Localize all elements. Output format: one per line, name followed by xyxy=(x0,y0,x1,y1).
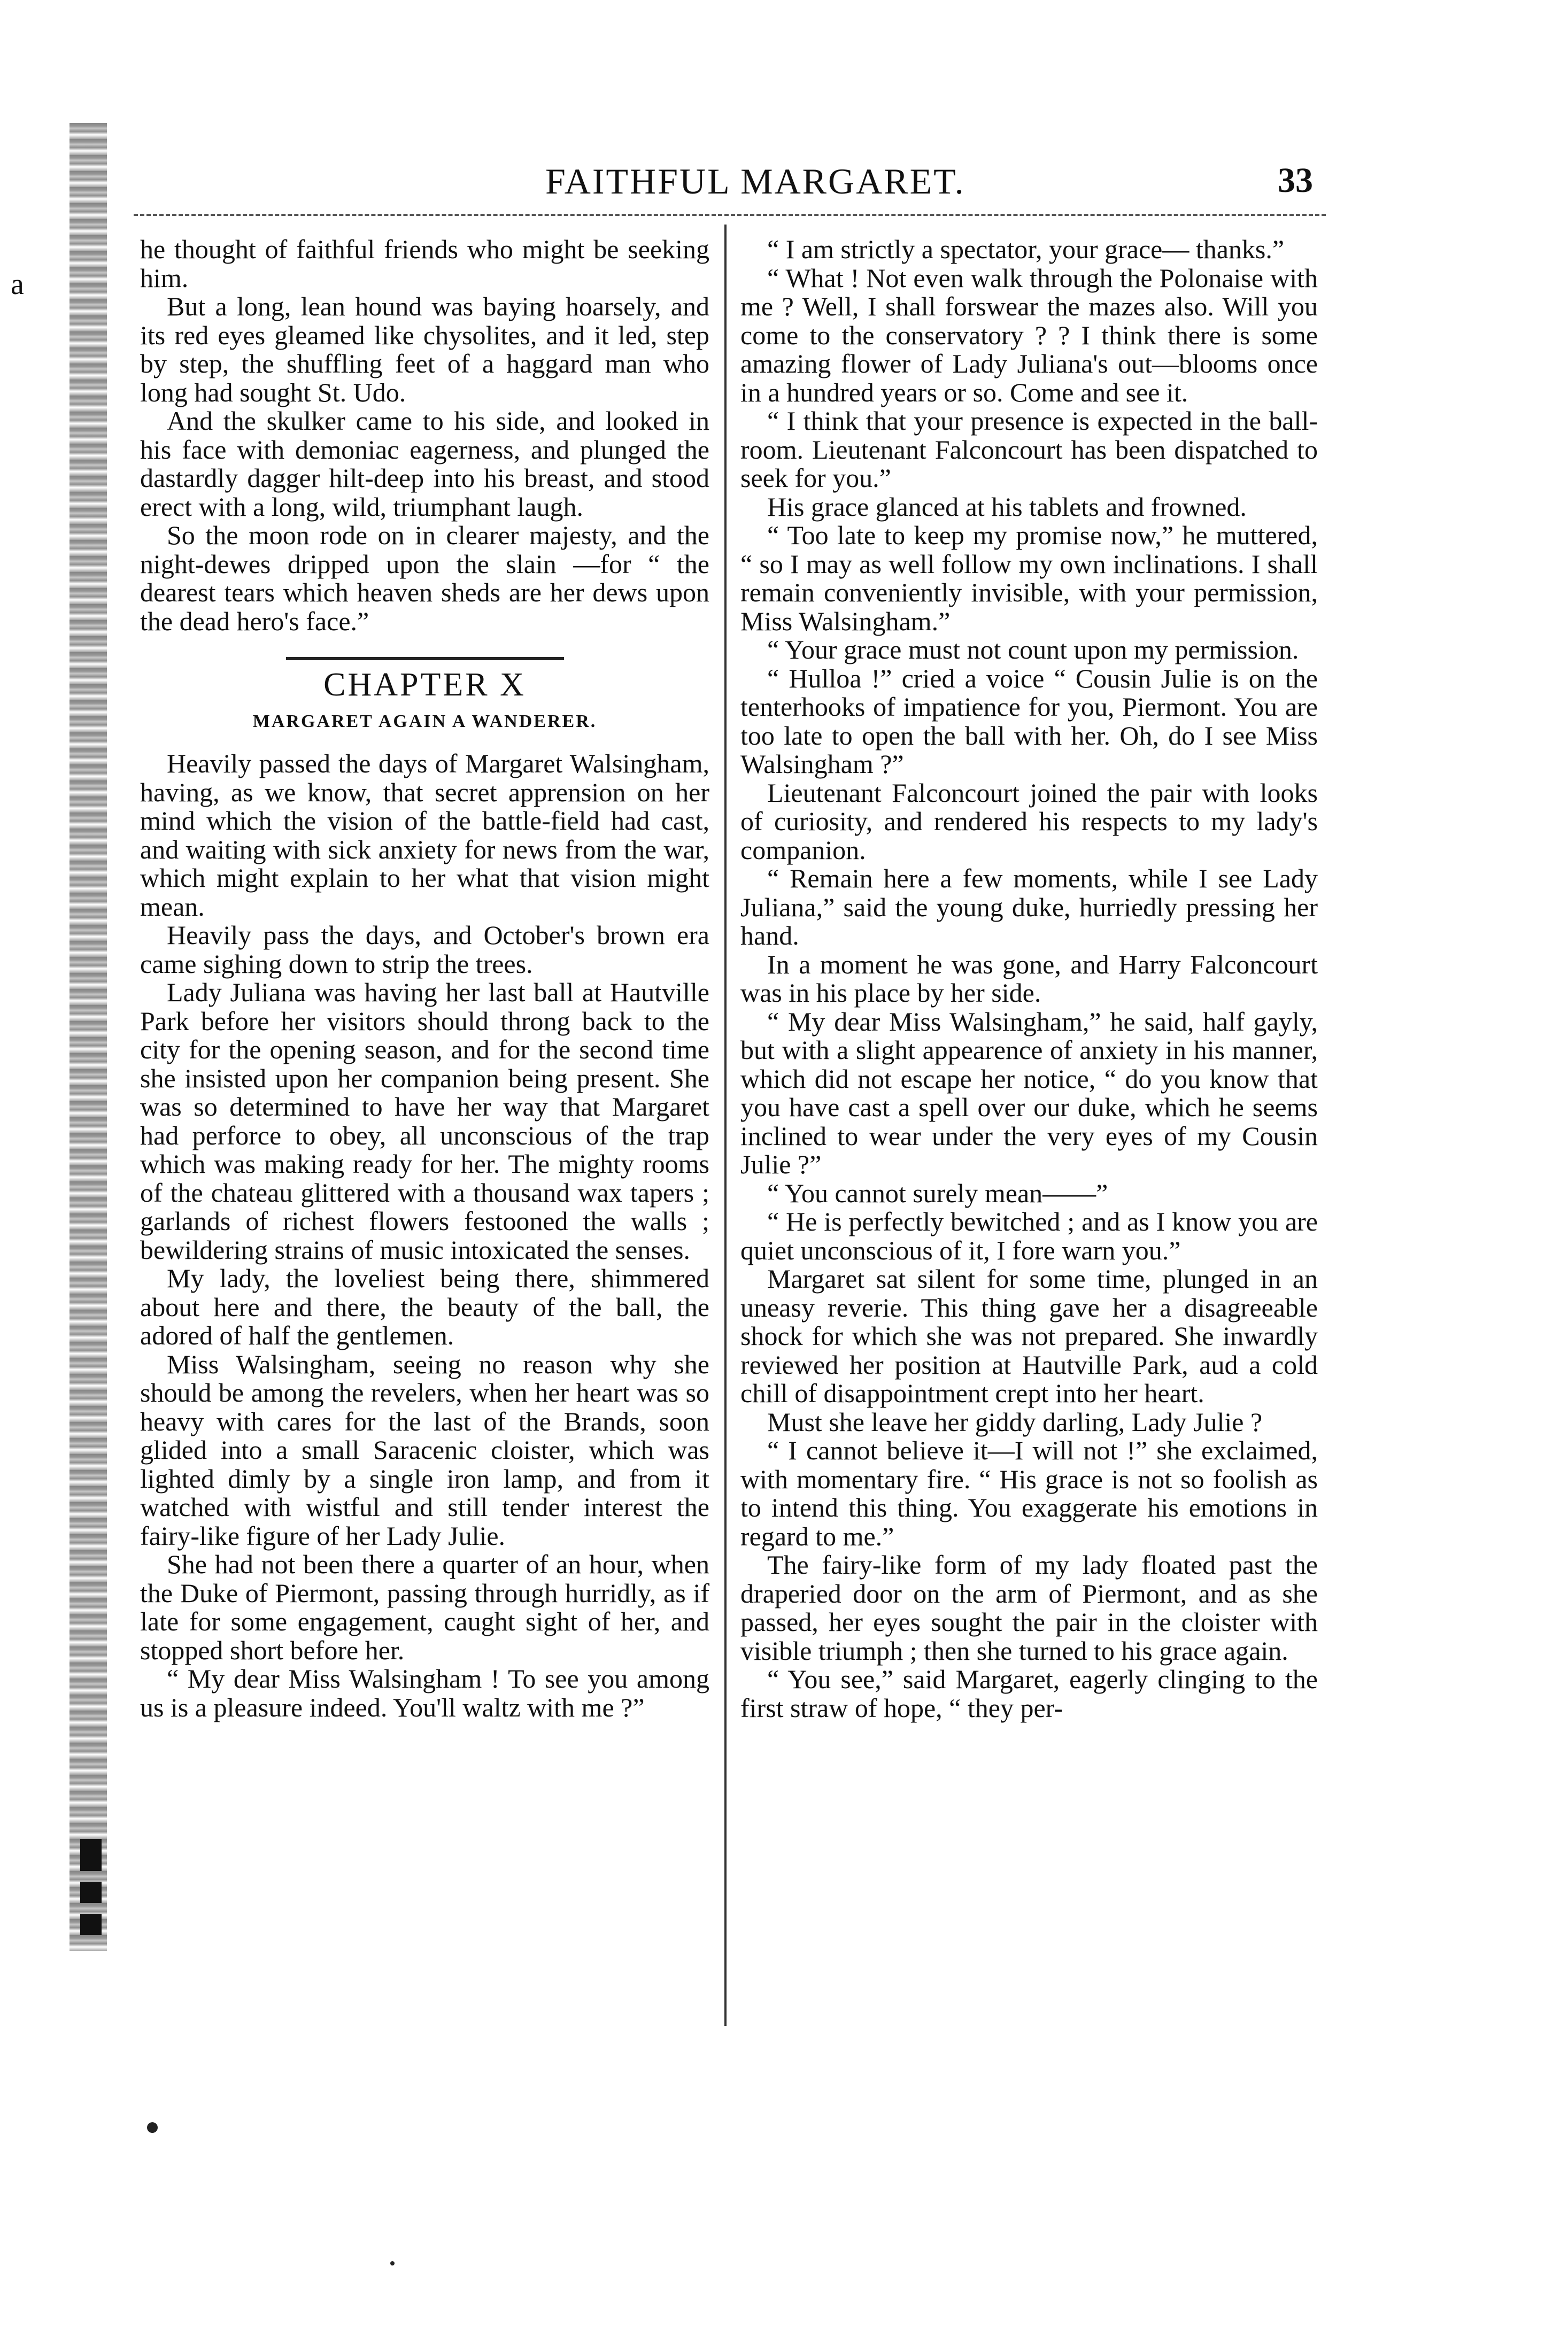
paragraph: “ You cannot surely mean——” xyxy=(767,1178,1108,1208)
paragraph: he thought of faithful friends who might be seeking him. xyxy=(140,234,709,293)
paragraph: Must she leave her giddy darling, Lady Julie ? xyxy=(767,1406,1263,1437)
paragraph: “ My dear Miss Walsingham,” he said, half gayly, but with a slight appearence of anxiety in his manner, which did not escape her notice, “ do you know that you have cast a spell over our duke, which he seems inclined to wear under the very eyes of my Cousin Julie ?” xyxy=(740,1006,1318,1179)
paragraph: “ Remain here a few moments, while I see Lady Juliana,” said the young duke, hurriedly pressing her hand. xyxy=(740,863,1318,950)
paragraph: She had not been there a quarter of an hour, when the Duke of Piermont, passing through hurridly, as if late for some engagement, caught sight of her, and stopped short before her. xyxy=(140,1549,709,1665)
ink-speck xyxy=(390,2261,395,2265)
paragraph: “ Hulloa !” cried a voice “ Cousin Julie is on the tenterhooks of impatience for you, Piermont. You are too late to open the ball with her. Oh, do I see Miss Walsingham ?” xyxy=(740,663,1318,779)
header-rule xyxy=(134,214,1326,216)
paragraph: Lieutenant Falconcourt joined the pair with looks of curiosity, and rendered his respects to my lady's companion. xyxy=(740,777,1318,865)
paragraph: Margaret sat silent for some time, plunged in an uneasy reverie. This thing gave her a disagreeable shock for which she was not prepared. She inwardly reviewed her position at Hautville Park, aud a cold chill of disappointment crept into her heart. xyxy=(740,1264,1318,1408)
paragraph: And the skulker came to his side, and looked in his face with demoniac eagerness, and plunged the dastardly dagger hilt-deep into his breast, and stood erect with a long, wild, triumphant laugh. xyxy=(140,406,709,522)
paragraph: “ You see,” said Margaret, eagerly clinging to the first straw of hope, “ they per- xyxy=(740,1664,1318,1723)
paragraph: Lady Juliana was having her last ball at Hautville Park before her visitors should throng back to the city for the opening season, and for the second time she insisted upon her companion being present. She was so determined to have her way that Margaret had perforce to obey, all unconscious of the trap which was making ready for her. The mighty rooms of the chateau glittered with a thousand wax tapers ; garlands of richest flowers festooned the walls ; bewildering strains of music intoxicated the senses. xyxy=(140,977,709,1265)
paragraph: But a long, lean hound was baying hoarsely, and its red eyes gleamed like chysolites, and it led, step by step, the shuffling feet of a haggard man who long had sought St. Udo. xyxy=(140,291,709,407)
paragraph: My lady, the loveliest being there, shimmered about here and there, the beauty of the ball, the adored of half the gentlemen. xyxy=(140,1263,709,1350)
paragraph: The fairy-like form of my lady floated past the draperied door on the arm of Piermont, and as she passed, her eyes sought the pair in the cloister with visible triumph ; then she turned to his grace again. xyxy=(740,1550,1318,1666)
scan-mark xyxy=(80,1914,102,1935)
paragraph: “ What ! Not even walk through the Polonaise with me ? Well, I shall forswear the mazes also. Will you come to the conservatory ? ? I think there is some amazing flower of Lady Juliana's out—blooms once in a hundred years or so. Come and see it. xyxy=(740,262,1318,407)
margin-glyph: a xyxy=(11,268,24,301)
scan-mark xyxy=(80,1839,102,1871)
ink-speck xyxy=(147,2122,158,2133)
paragraph: Miss Walsingham, seeing no reason why she should be among the revelers, when her heart was so heavy with cares for the last of the Brands, soon glided into a small Saracenic cloister, which was lighted dimly by a single iron lamp, and from it watched with wistful and still tender interest the fairy-like figure of her Lady Julie. xyxy=(140,1349,709,1551)
paragraph: His grace glanced at his tablets and frowned. xyxy=(767,491,1247,522)
paragraph: In a moment he was gone, and Harry Falconcourt was in his place by her side. xyxy=(740,949,1318,1008)
paragraph: “ I cannot believe it—I will not !” she exclaimed, with momentary fire. “ His grace is not so foolish as to intend this thing. You exaggerate his emotions in regard to me.” xyxy=(740,1435,1318,1551)
paragraph: “ Your grace must not count upon my permission. xyxy=(767,635,1299,664)
left-column xyxy=(140,235,709,1722)
paragraph: “ He is perfectly bewitched ; and as I know you are quiet unconscious of it, I fore warn you.” xyxy=(740,1207,1318,1265)
paragraph: So the moon rode on in clearer majesty, and the night-dewes dripped upon the slain —for “ the dearest tears which heaven sheds are her dews upon the dead hero's face.” xyxy=(140,520,709,636)
right-column xyxy=(740,235,1318,1722)
chapter-subtitle: MARGARET AGAIN A WANDERER. xyxy=(252,711,597,731)
paragraph: “ I think that your presence is expected in the ball-room. Lieutenant Falconcourt has been dispatched to seek for you.” xyxy=(740,406,1318,493)
paragraph: Heavily passed the days of Margaret Walsingham, having, as we know, that secret apprension on her mind which the vision of the battle-field had cast, and waiting with sick anxiety for news from the war, which might explain to her what that vision might mean. xyxy=(140,748,709,922)
column-divider xyxy=(724,225,727,2026)
chapter-divider xyxy=(286,657,564,660)
paragraph: “ My dear Miss Walsingham ! To see you among us is a pleasure indeed. You'll waltz with me ?” xyxy=(140,1664,709,1722)
paragraph: “ I am strictly a spectator, your grace— thanks.” xyxy=(767,234,1285,264)
paragraph: “ Too late to keep my promise now,” he muttered, “ so I may as well follow my own inclinations. I shall remain conveniently invisible, with your permission, Miss Walsingham.” xyxy=(740,520,1318,636)
scan-mark xyxy=(80,1882,102,1903)
paragraph: Heavily pass the days, and October's brown era came sighing down to strip the trees. xyxy=(140,920,709,979)
chapter-title: CHAPTER X xyxy=(323,667,526,703)
running-title: FAITHFUL MARGARET. xyxy=(545,161,965,202)
page-number: 33 xyxy=(1278,161,1313,200)
binding-shadow xyxy=(69,123,107,1951)
